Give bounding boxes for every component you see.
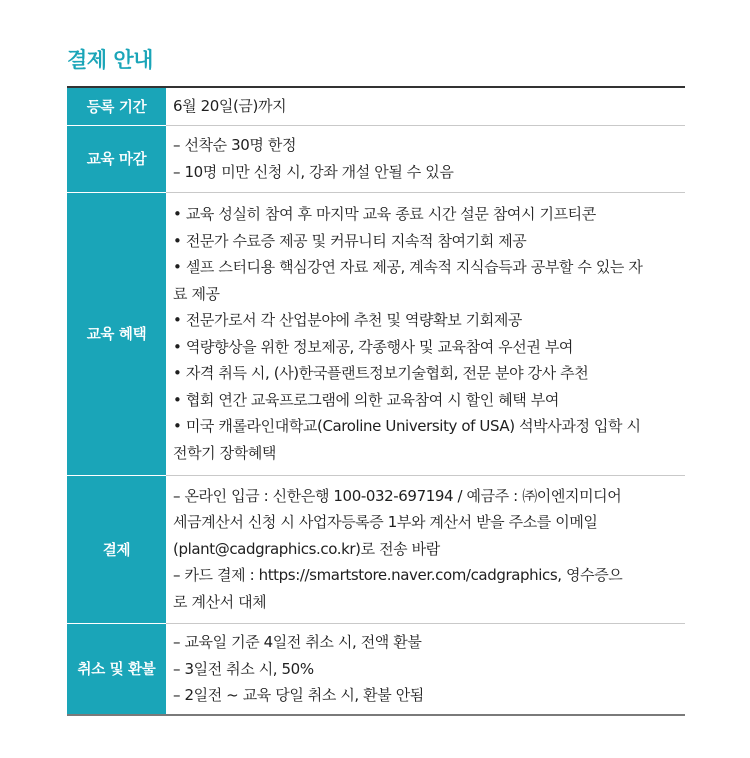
payment-line-1: – 온라인 입금 : 신한은행 100-032-697194 / 예금주 : ㈜이엔지미디어	[173, 486, 622, 505]
table-row-cancellation-refund	[67, 623, 685, 715]
benefit-line-4: 료 제공	[173, 284, 220, 303]
table-row-payment	[67, 475, 685, 623]
row-label-course-deadline: 교육 마감	[67, 125, 166, 192]
row-value-course-deadline	[166, 125, 685, 192]
row-value-registration-period	[166, 87, 685, 125]
payment-line-4: – 카드 결제 : https://smartstore.naver.com/cadgraphics, 영수증으	[173, 566, 623, 585]
payment-line-2: 세금계산서 신청 시 사업자등록증 1부와 계산서 받을 주소를 이메일	[173, 513, 598, 532]
deadline-line-1: – 선착순 30명 한정	[173, 136, 297, 154]
row-value-cancellation-refund	[166, 623, 685, 715]
row-label-cancellation-refund: 취소 및 환불	[67, 623, 166, 715]
row-label-registration-period: 등록 기간	[67, 87, 166, 125]
benefit-line-7: • 자격 취득 시, (사)한국플랜트정보기술협회, 전문 분야 강사 추천	[173, 364, 589, 382]
benefit-line-6: • 역량향상을 위한 정보제공, 각종행사 및 교육참여 우선권 부여	[173, 337, 574, 356]
benefit-line-10: 전학기 장학혜택	[173, 443, 276, 462]
payment-line-5: 로 계산서 대체	[173, 592, 267, 611]
benefit-line-8: • 협회 연간 교육프로그램에 의한 교육참여 시 할인 혜택 부여	[173, 390, 559, 409]
benefit-line-5: • 전문가로서 각 산업분야에 추천 및 역량확보 기회제공	[173, 311, 523, 329]
row-value-course-benefits	[166, 192, 685, 475]
refund-line-1: – 교육일 기준 4일전 취소 시, 전액 환불	[173, 633, 422, 651]
payment-line-3: (plant@cadgraphics.co.kr)로 전송 바람	[173, 539, 440, 558]
table-row-registration-period	[67, 87, 685, 125]
benefit-line-1: • 교육 성실히 참여 후 마지막 교육 종료 시간 설문 참여시 기프티콘	[173, 205, 596, 223]
row-value-payment	[166, 475, 685, 623]
deadline-line-2: – 10명 미만 신청 시, 강좌 개설 안될 수 있음	[173, 162, 454, 181]
table-row-course-deadline	[67, 125, 685, 192]
refund-line-3: – 2일전 ~ 교육 당일 취소 시, 환불 안됨	[173, 686, 424, 704]
refund-line-2: – 3일전 취소 시, 50%	[173, 659, 314, 678]
benefit-line-3: • 셀프 스터디용 핵심강연 자료 제공, 계속적 지식습득과 공부할 수 있는 자	[173, 258, 643, 276]
row-label-payment: 결제	[67, 475, 166, 623]
period-line-1: 6월 20일(금)까지	[173, 97, 287, 115]
payment-info-table	[67, 86, 685, 716]
benefit-line-2: • 전문가 수료증 제공 및 커뮤니티 지속적 참여기회 제공	[173, 231, 527, 250]
benefit-line-9: • 미국 캐롤라인대학교(Caroline University of USA) 석박사과정 입학 시	[173, 417, 641, 435]
row-label-course-benefits: 교육 혜택	[67, 192, 166, 475]
table-row-course-benefits	[67, 192, 685, 475]
section-title: 결제 안내	[67, 48, 153, 72]
